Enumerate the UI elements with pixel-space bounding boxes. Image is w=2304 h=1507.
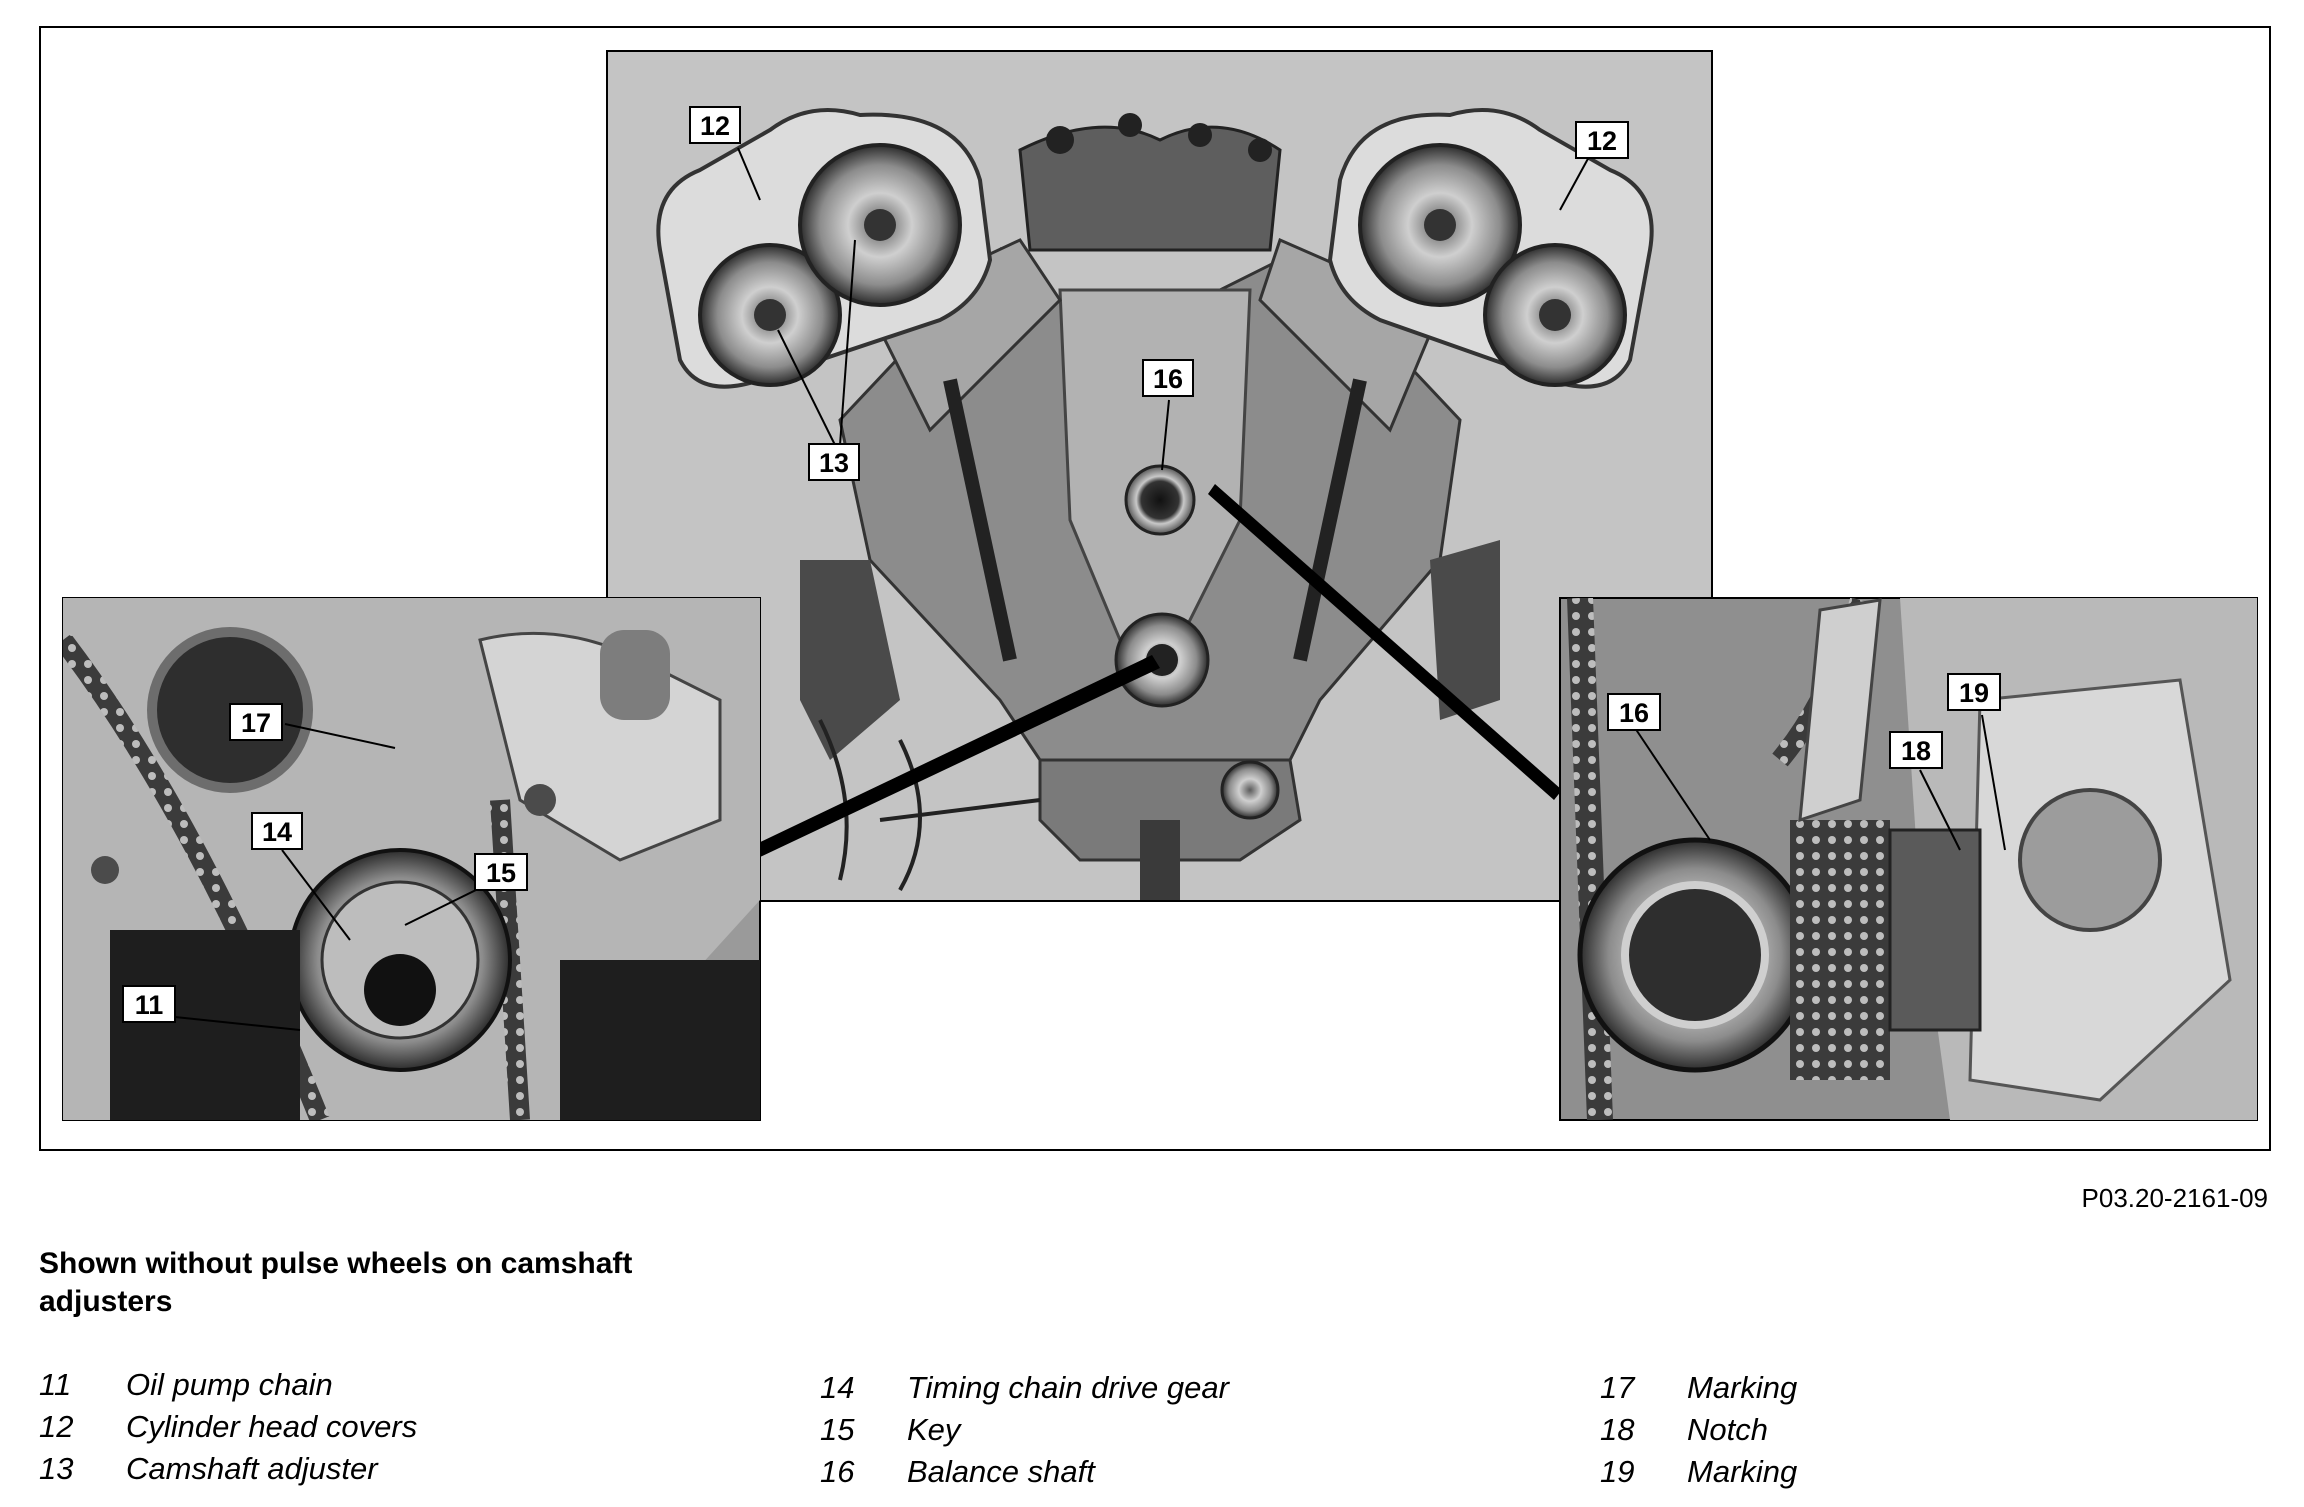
figure-caption: Shown without pulse wheels on camshaft adjusters [39,1247,633,1318]
figure-code: P03.20-2161-09 [2081,1183,2268,1213]
svg-text:13: 13 [818,448,850,478]
callout-15 [475,854,527,890]
legend-number: 14 [820,1370,855,1405]
legend-label: Key [907,1412,961,1447]
svg-text:15: 15 [485,858,517,888]
legend-label: Marking [1687,1370,1798,1405]
svg-text:12: 12 [1586,126,1618,156]
svg-text:16: 16 [1618,698,1650,728]
legend-number: 17 [1600,1370,1635,1405]
callout-14 [252,813,302,849]
legend-number: 19 [1600,1454,1635,1489]
svg-text:16: 16 [1152,364,1184,394]
callout-12-left [690,107,740,143]
svg-text:14: 14 [261,817,293,847]
callout-18 [1890,732,1942,768]
callout-11 [123,986,175,1022]
detail-view-right [1560,598,2257,1120]
legend-number: 18 [1600,1412,1635,1447]
legend-label: Cylinder head covers [126,1409,418,1444]
svg-text:17: 17 [240,708,272,738]
main-engine-photo [607,51,1712,901]
callout-13 [809,444,859,480]
legend-label: Notch [1687,1412,1768,1447]
legend-number: 12 [39,1409,74,1444]
callout-19 [1948,674,2000,710]
legend-label: Oil pump chain [126,1367,333,1402]
callout-16-main [1143,360,1193,396]
svg-text:18: 18 [1900,736,1932,766]
legend-label: Balance shaft [907,1454,1095,1489]
detail-view-left [63,598,760,1120]
callout-12-right [1576,122,1628,158]
callout-17 [230,704,282,740]
callout-16-detail [1608,694,1660,730]
svg-text:19: 19 [1958,678,1990,708]
legend-label: Marking [1687,1454,1798,1489]
legend-label: Timing chain drive gear [907,1370,1229,1405]
legend-label: Camshaft adjuster [126,1451,378,1486]
svg-text:12: 12 [699,111,731,141]
legend-number: 11 [39,1367,72,1402]
svg-text:11: 11 [134,990,164,1020]
legend-number: 15 [820,1412,855,1447]
legend-number: 16 [820,1454,855,1489]
legend-number: 13 [39,1451,74,1486]
